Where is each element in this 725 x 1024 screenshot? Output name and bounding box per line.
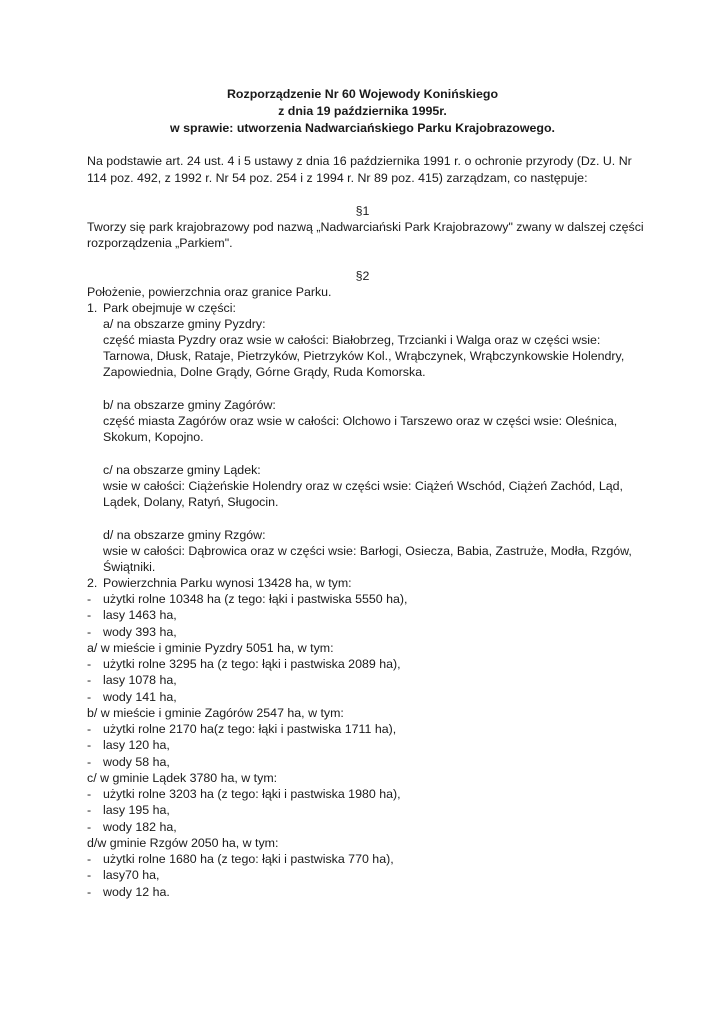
area-zagorow-heading: b/ w mieście i gminie Zagórów 2547 ha, w tym: [87,706,344,720]
rzgow-heading: d/ na obszarze gminy Rzgów: [103,528,266,542]
preamble-line-1: Na podstawie art. 24 ust. 4 i 5 ustawy z dnia 16 października 1991 r. o ochronie przyrody (Dz. U. Nr [87,154,632,168]
list-dash: - [87,592,92,606]
ladek-farmland: użytki rolne 3203 ha (z tego: łąki i pastwiska 1980 ha), [103,787,401,801]
zagorow-heading: b/ na obszarze gminy Zagórów: [103,398,276,412]
list-dash: - [87,625,92,639]
ladek-line-2: Lądek, Dolany, Ratyń, Sługocin. [103,495,279,509]
point-1-number: 1. [87,301,98,315]
list-dash: - [87,803,92,817]
pyzdry-line-2: Tarnowa, Dłusk, Rataje, Pietrzyków, Pietrzyków Kol., Wrąbczynek, Wrąbczynkowskie Holendry, [103,349,625,363]
pyzdry-line-1: część miasta Pyzdry oraz wsie w całości: Białobrzeg, Trzcianki i Walga oraz w części wsie: [103,333,601,347]
title-line-3: w sprawie: utworzenia Nadwarciańskiego Parku Krajobrazowego. [170,121,555,135]
pyzdry-heading: a/ na obszarze gminy Pyzdry: [103,317,266,331]
list-dash: - [87,755,92,769]
point-2-label: Powierzchnia Parku wynosi 13428 ha, w tym: [103,576,352,590]
pyzdry-forests: lasy 1078 ha, [103,673,177,687]
section-1-line-1: Tworzy się park krajobrazowy pod nazwą „Nadwarciański Park Krajobrazowy" zwany w dalszej części [87,220,644,234]
section-2-intro: Położenie, powierzchnia oraz granice Parku. [87,285,332,299]
section-1-line-2: rozporządzenia „Parkiem". [87,236,233,250]
rzgow-farmland: użytki rolne 1680 ha (z tego: łąki i pastwiska 770 ha), [103,852,394,866]
pyzdry-line-3: Zapowiednia, Dolne Grądy, Górne Grądy, Ruda Komorska. [103,365,426,379]
rzgow-forests: lasy70 ha, [103,868,160,882]
ladek-forests: lasy 195 ha, [103,803,170,817]
ladek-line-1: wsie w całości: Ciążeńskie Holendry oraz w części wsie: Ciążeń Wschód, Ciążeń Zachód, Ląd, [103,479,623,493]
list-dash: - [87,690,92,704]
zagorow-waters: wody 58 ha, [103,755,170,769]
point-1-label: Park obejmuje w części: [103,301,236,315]
total-farmland: użytki rolne 10348 ha (z tego: łąki i pastwiska 5550 ha), [103,592,408,606]
zagorow-forests: lasy 120 ha, [103,738,170,752]
list-dash: - [87,868,92,882]
list-dash: - [87,657,92,671]
list-dash: - [87,885,92,899]
preamble-line-2: 114 poz. 492, z 1992 r. Nr 54 poz. 254 i z 1994 r. Nr 89 poz. 415) zarządzam, co następuje: [87,171,588,185]
total-forests: lasy 1463 ha, [103,608,177,622]
section-1-heading: §1 [355,204,370,218]
total-waters: wody 393 ha, [103,625,177,639]
title-line-1: Rozporządzenie Nr 60 Wojewody Konińskiego [226,87,499,101]
area-rzgow-heading: d/w gminie Rzgów 2050 ha, w tym: [87,836,279,850]
point-2-number: 2. [87,576,98,590]
list-dash: - [87,673,92,687]
rzgow-line-2: Świątniki. [103,560,156,574]
rzgow-waters: wody 12 ha. [103,885,170,899]
zagorow-line-2: Skokum, Kopojno. [103,430,204,444]
section-2-heading: §2 [355,269,370,283]
ladek-waters: wody 182 ha, [103,820,177,834]
rzgow-line-1: wsie w całości: Dąbrowica oraz w części wsie: Barłogi, Osiecza, Babia, Zastruże, Modła, Rzgów, [103,544,632,558]
list-dash: - [87,852,92,866]
title-line-2: z dnia 19 października 1995r. [278,104,447,118]
list-dash: - [87,787,92,801]
area-pyzdry-heading: a/ w mieście i gminie Pyzdry 5051 ha, w tym: [87,641,334,655]
list-dash: - [87,608,92,622]
pyzdry-farmland: użytki rolne 3295 ha (z tego: łąki i pastwiska 2089 ha), [103,657,401,671]
area-ladek-heading: c/ w gminie Lądek 3780 ha, w tym: [87,771,278,785]
zagorow-line-1: część miasta Zagórów oraz wsie w całości: Olchowo i Tarszewo oraz w części wsie: Oleśnica, [103,414,618,428]
list-dash: - [87,722,92,736]
pyzdry-waters: wody 141 ha, [103,690,177,704]
list-dash: - [87,820,92,834]
ladek-heading: c/ na obszarze gminy Lądek: [103,463,261,477]
list-dash: - [87,738,92,752]
zagorow-farmland: użytki rolne 2170 ha(z tego: łąki i pastwiska 1711 ha), [103,722,397,736]
